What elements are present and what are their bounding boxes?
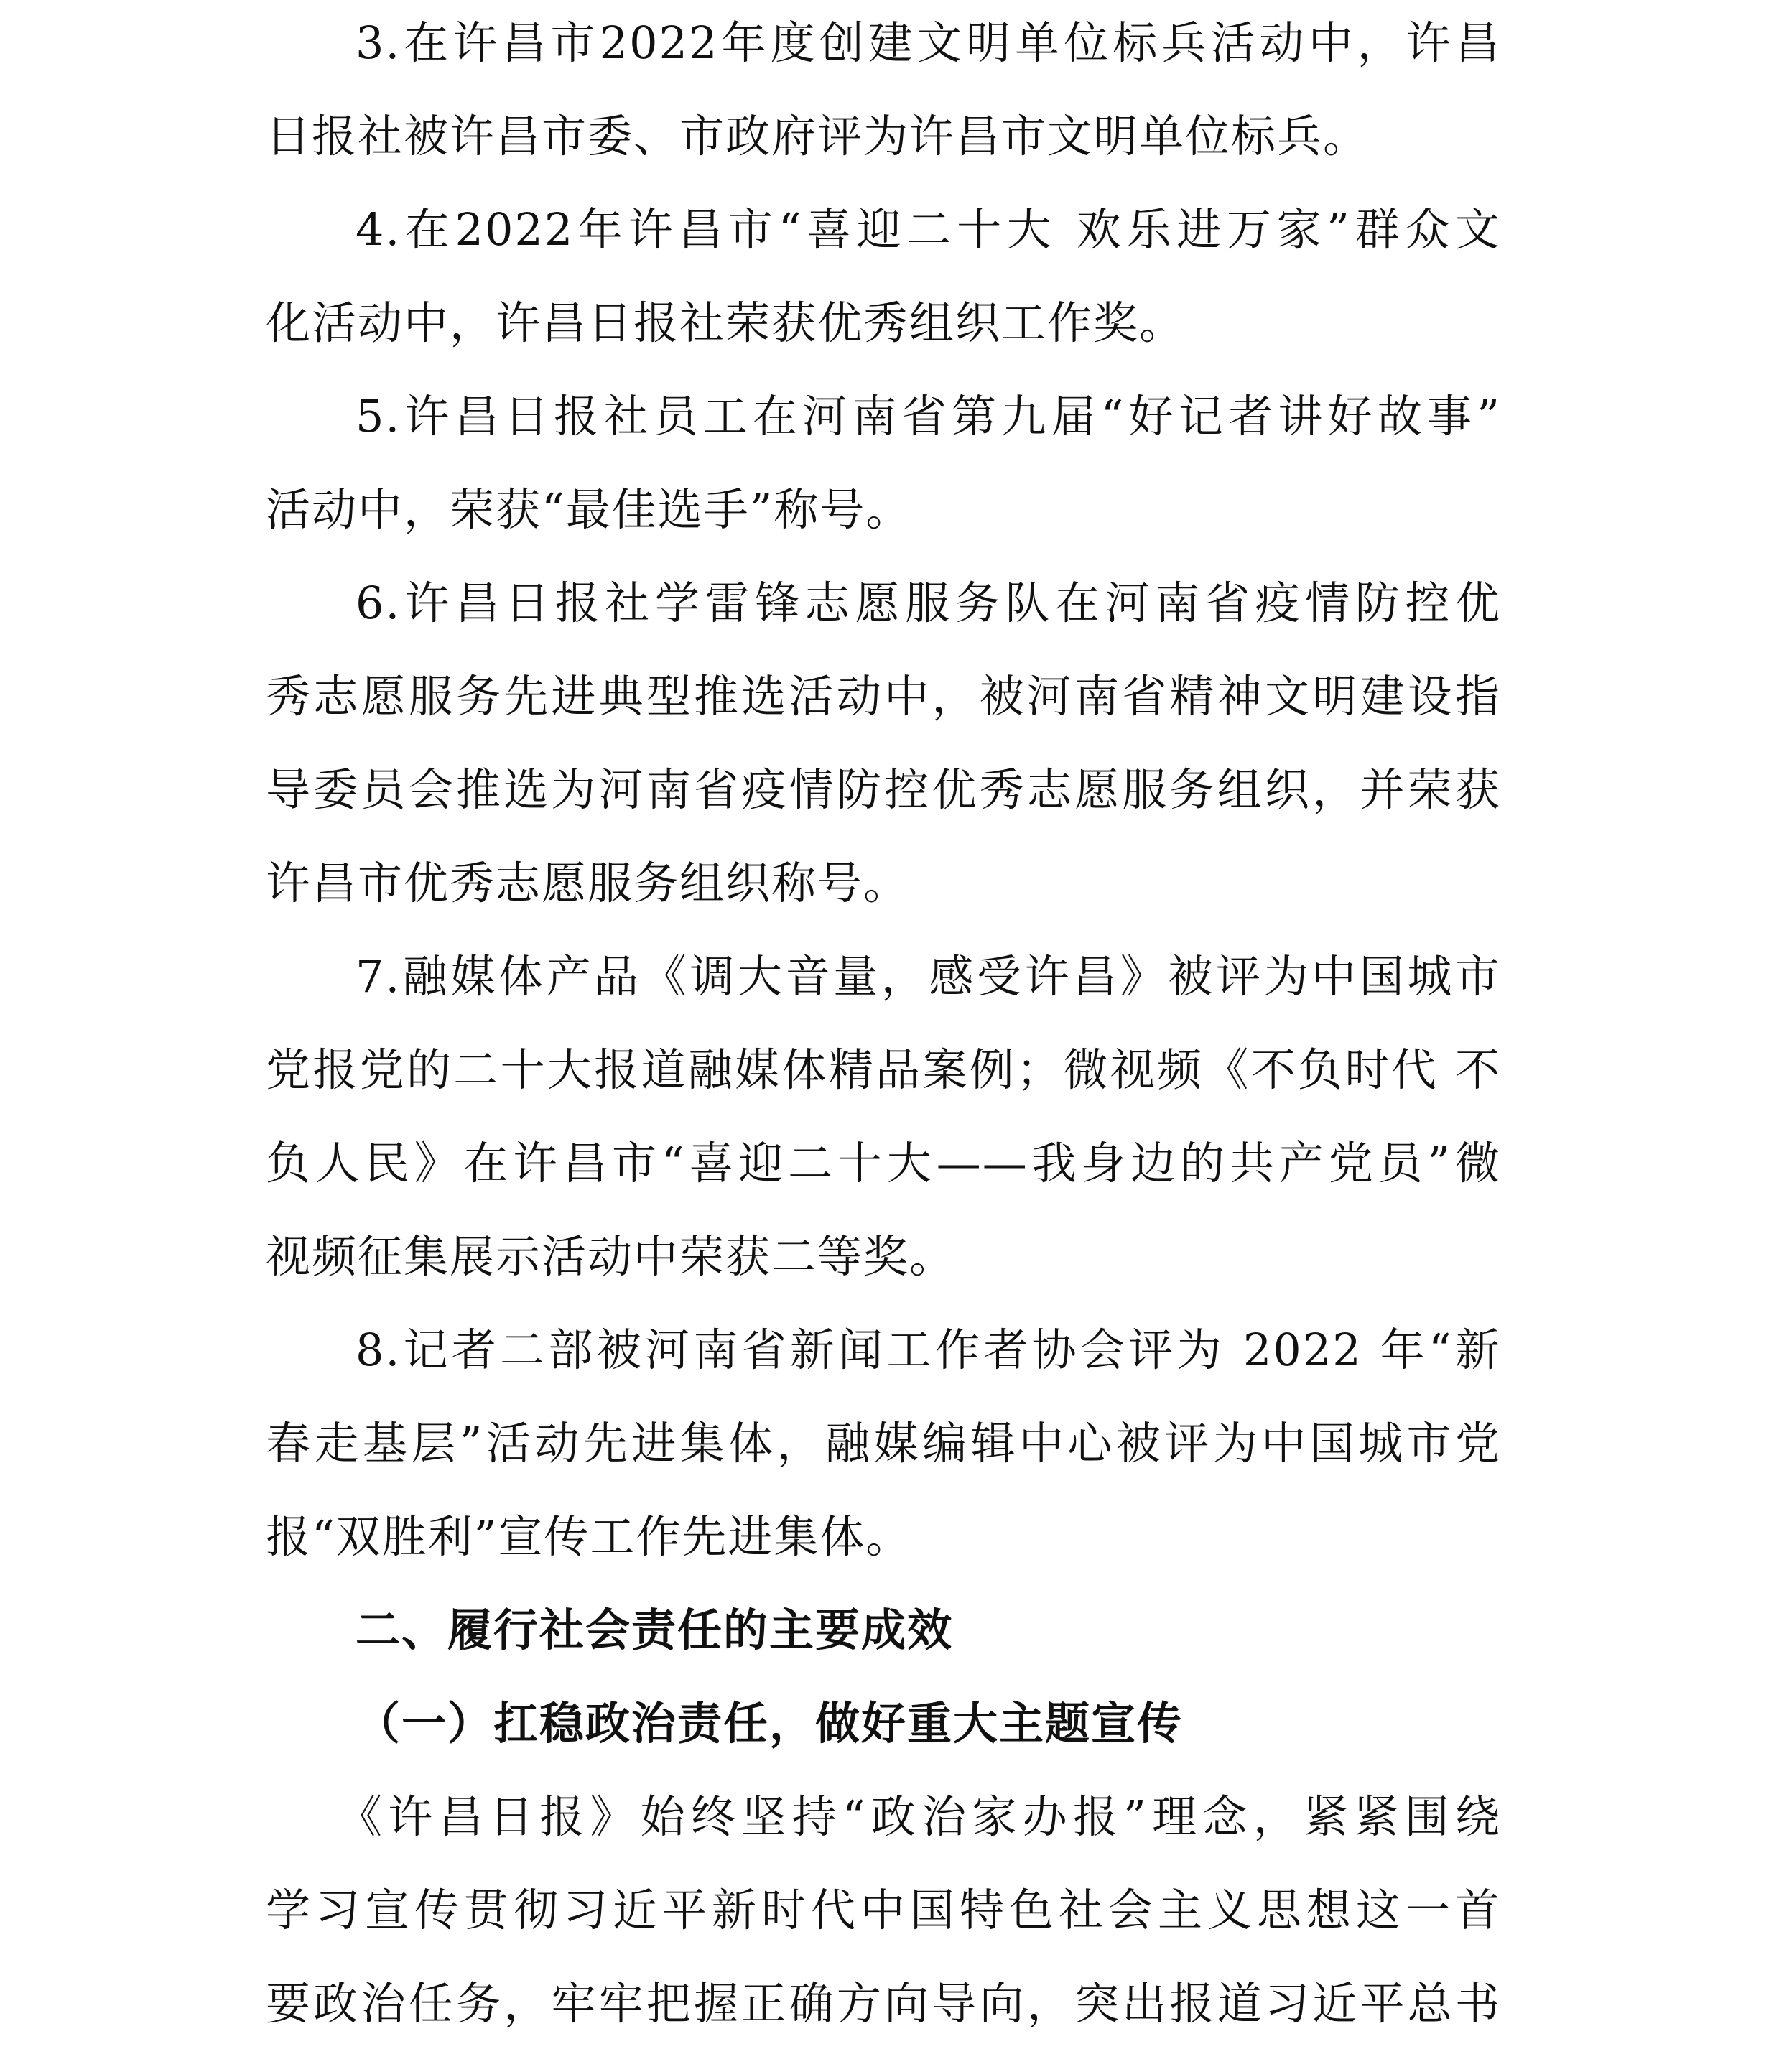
text-line: 6.许昌日报社学雷锋志愿服务队在河南省疫情防控优: [356, 577, 1501, 629]
text-line: 视频征集展示活动中荣获二等奖。: [266, 1230, 956, 1283]
text-line: 导委员会推选为河南省疫情防控优秀志愿服务组织，并荣获: [266, 763, 1501, 816]
text-line: 许昌市优秀志愿服务组织称号。: [266, 857, 910, 909]
text-line: 春走基层”活动先进集体，融媒编辑中心被评为中国城市党: [266, 1417, 1501, 1469]
text-line: 4.在2022年许昌市“喜迎二十大 欢乐进万家”群众文: [356, 203, 1501, 256]
text-line: 学习宣传贯彻习近平新时代中国特色社会主义思想这一首: [266, 1884, 1501, 1936]
text-line: 7.融媒体产品《调大音量，感受许昌》被评为中国城市: [356, 950, 1501, 1003]
subsection-heading: （一）扛稳政治责任，做好重大主题宣传: [356, 1697, 1184, 1750]
text-line: 化活动中，许昌日报社荣获优秀组织工作奖。: [266, 297, 1186, 349]
text-line: 报“双胜利”宣传工作先进集体。: [266, 1510, 912, 1563]
text-line: 党报党的二十大报道融媒体精品案例；微视频《不负时代 不: [266, 1044, 1501, 1096]
text-line: 负人民》在许昌市“喜迎二十大——我身边的共产党员”微: [266, 1137, 1501, 1189]
text-line: 活动中，荣获“最佳选手”称号。: [266, 483, 912, 536]
text-line: 要政治任务，牢牢把握正确方向导向，突出报道习近平总书: [266, 1977, 1501, 2030]
text-line: 3.在许昌市2022年度创建文明单位标兵活动中，许昌: [356, 17, 1501, 69]
text-line: 5.许昌日报社员工在河南省第九届“好记者讲好故事”: [356, 390, 1501, 442]
section-heading: 二、履行社会责任的主要成效: [356, 1604, 954, 1656]
text-line: 《许昌日报》始终坚持“政治家办报”理念，紧紧围绕: [338, 1790, 1501, 1843]
text-line: 8.记者二部被河南省新闻工作者协会评为 2022 年“新: [356, 1324, 1501, 1376]
text-line: 日报社被许昌市委、市政府评为许昌市文明单位标兵。: [266, 110, 1370, 162]
text-line: 秀志愿服务先进典型推选活动中，被河南省精神文明建设指: [266, 670, 1501, 723]
